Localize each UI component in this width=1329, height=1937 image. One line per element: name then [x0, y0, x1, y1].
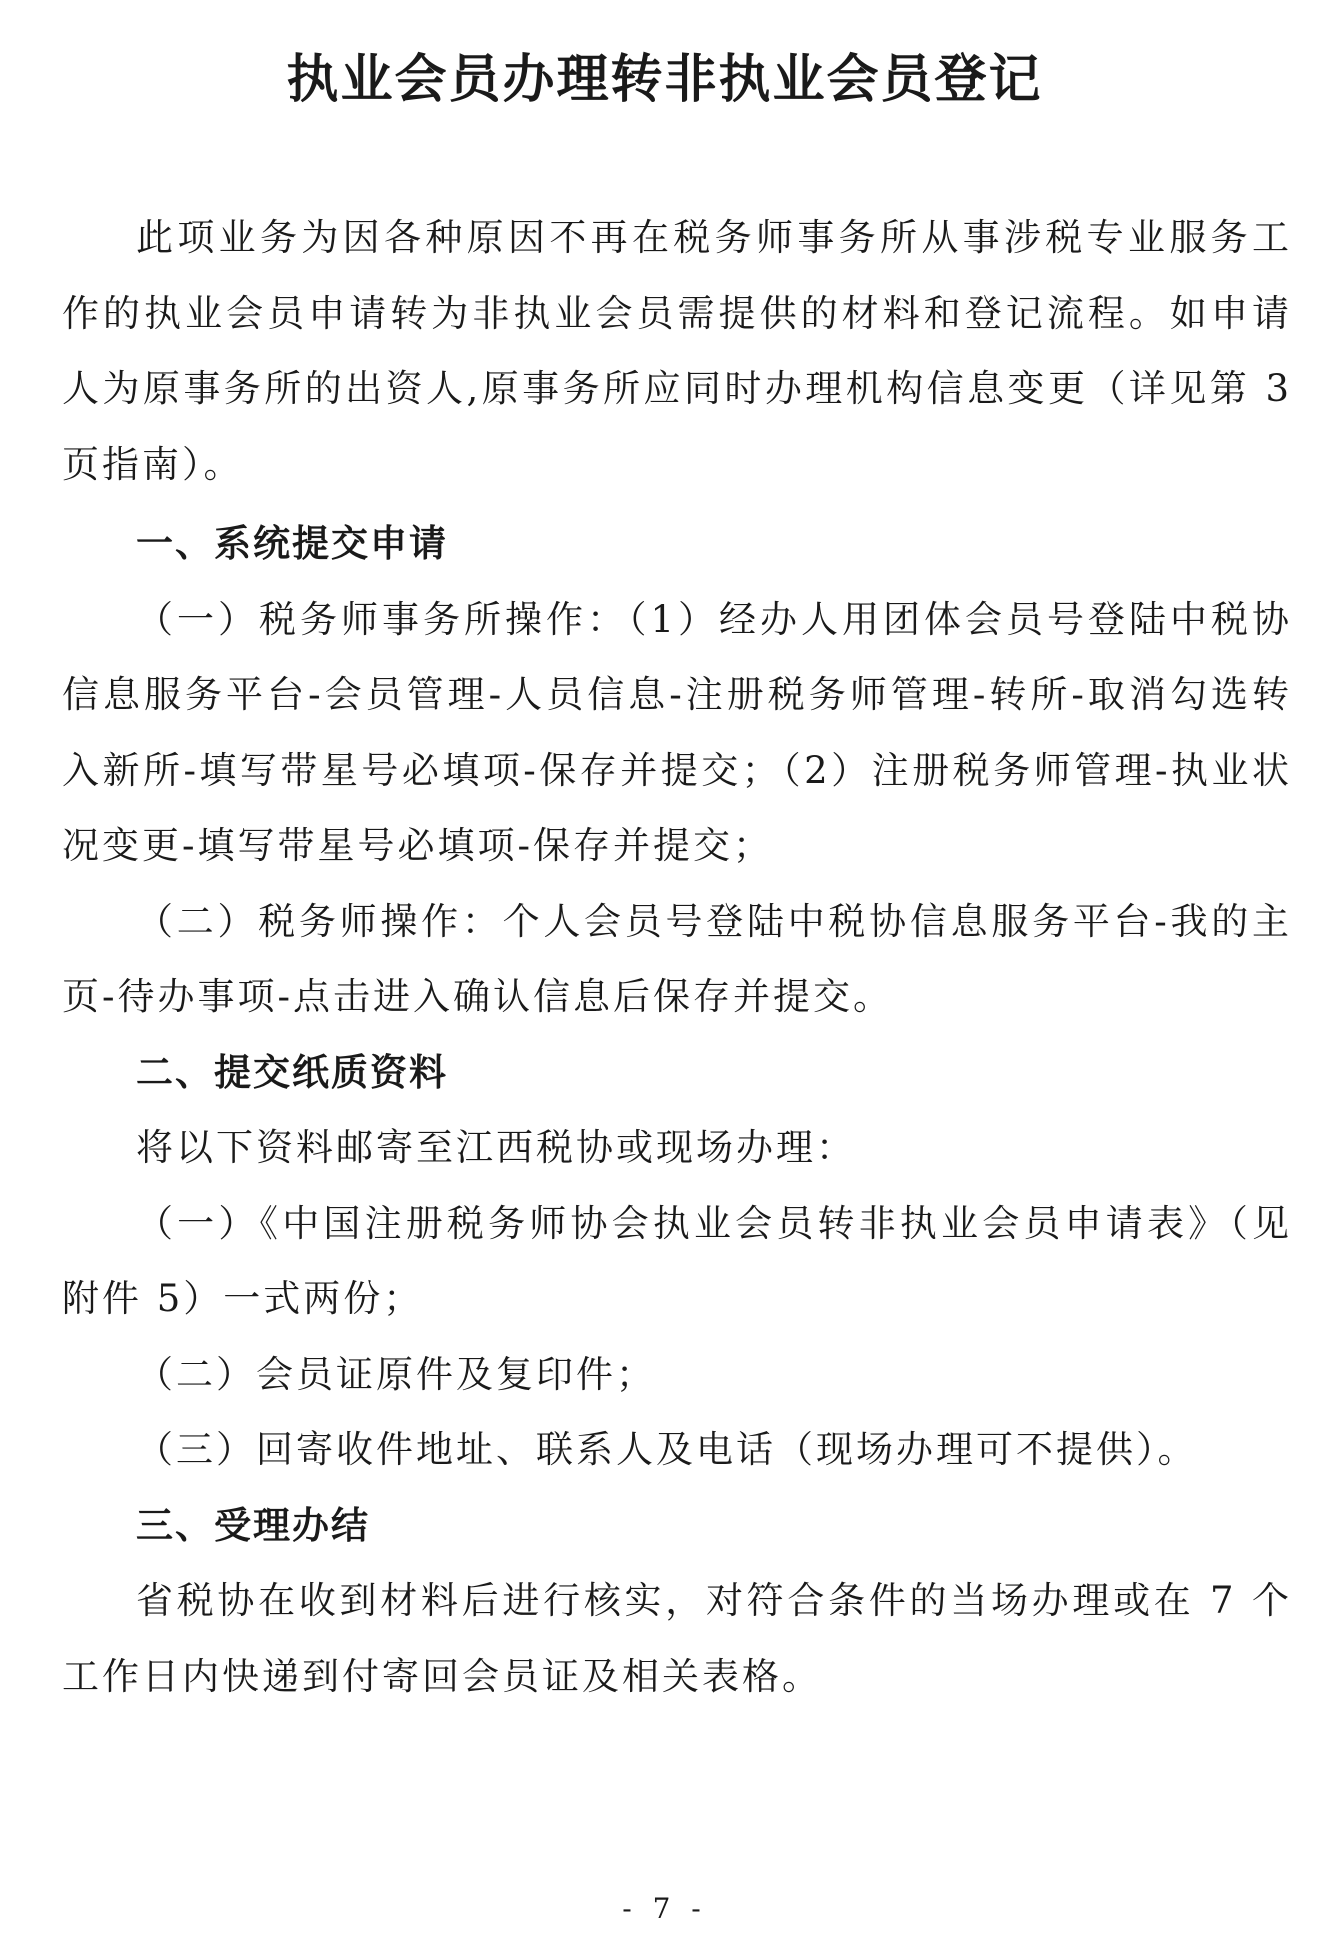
section-2-lead: 将以下资料邮寄至江西税协或现场办理：	[136, 1126, 856, 1169]
document-body	[62, 200, 1292, 1714]
section-2-heading: 二、提交纸质资料	[136, 1050, 448, 1094]
section-2-item-3: （三）回寄收件地址、联系人及电话（现场办理可不提供）。	[136, 1428, 1198, 1471]
section-3-text: 省税协在收到材料后进行核实，对符合条件的当场办理或在 7 个工作日内快递到付寄回会员证及相关表格。	[62, 1579, 1292, 1698]
section-1-item-1: （一）税务师事务所操作：（1）经办人用团体会员号登陆中税协信息服务平台-会员管理-人员信息-注册税务师管理-转所-取消勾选转入新所-填写带星号必填项-保存并提交；（2）注册税务师管理-执业状况变更-填写带星号必填项-保存并提交；	[62, 597, 1292, 867]
section-2-item-2: （二）会员证原件及复印件；	[136, 1352, 656, 1396]
section-1-heading: 一、系统提交申请	[136, 522, 448, 565]
section-1-item-2: （二）税务师操作：个人会员号登陆中税协信息服务平台-我的主页-待办事项-点击进入确认信息后保存并提交。	[62, 899, 1292, 1018]
section-3-heading: 三、受理办结	[136, 1503, 370, 1547]
page-number: - 7 -	[622, 1892, 707, 1925]
section-2-item-1: （一）《中国注册税务师协会执业会员转非执业会员申请表》（见附件 5）一式两份；	[62, 1201, 1292, 1320]
intro-paragraph: 此项业务为因各种原因不再在税务师事务所从事涉税专业服务工作的执业会员申请转为非执业会员需提供的材料和登记流程。如申请人为原事务所的出资人,原事务所应同时办理机构信息变更（详见第 3 页指南）。	[62, 216, 1292, 486]
document-title: 执业会员办理转非执业会员登记	[286, 50, 1043, 110]
